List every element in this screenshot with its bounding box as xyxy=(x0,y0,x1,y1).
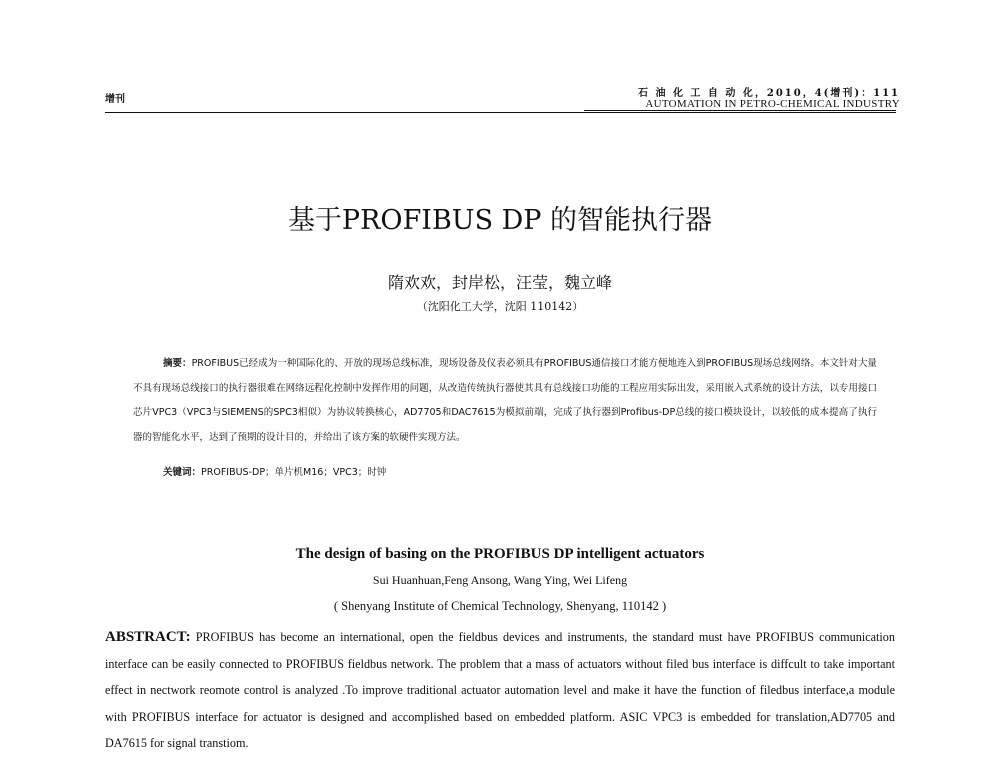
paper-title-en: The design of basing on the PROFIBUS DP intelligent actuators xyxy=(295,546,705,562)
header-supplement-label: 增刊 xyxy=(105,94,125,105)
keywords-label-cn: 关键词： xyxy=(163,467,202,478)
keywords-cn xyxy=(163,464,386,478)
keywords-text-cn: PROFIBUS-DP；单片机M16；VPC3；时钟 xyxy=(201,467,387,478)
authors-cn: 隋欢欢，封岸松，汪莹，魏立峰 xyxy=(387,273,612,292)
header-rule xyxy=(105,112,896,113)
journal-title-en: AUTOMATION IN PETRO-CHEMICAL INDUSTRY xyxy=(645,98,900,110)
journal-title-cn: 石 油 化 工 自 动 化，2010，4(增刊)：111 xyxy=(637,88,900,99)
abstract-cn xyxy=(133,352,877,450)
abstract-label-cn: 摘要： xyxy=(163,358,192,369)
abstract-label-en: ABSTRACT: xyxy=(105,629,191,645)
paper-title-cn: 基于PROFIBUS DP 的智能执行器 xyxy=(287,205,713,236)
abstract-text-cn: PROFIBUS已经成为一种国际化的、开放的现场总线标准，现场设备及仪表必须具有PROFIBUS通信接口才能方便地连入到PROFIBUS现场总线网络。本文针对大量不具有现场总线接口的执行器很难在网络远程化控制中发挥作用的问题，从改造传统执行器使其具有总线接口功能的工程应用实际出发，采用嵌入式系统的设计方法，以专用接口芯片VPC3（VPC3与SIEMENS的SPC3相似）为协议转换核心，AD7705和DAC7615为模拟前端，完成了执行器到Profibus-DP总线的接口模块设计，以较低的成本提高了执行器的智能化水平，达到了预期的设计目的，并给出了该方案的软硬件实现方法。 xyxy=(133,358,877,443)
affiliation-cn: （沈阳化工大学，沈阳 110142） xyxy=(416,300,584,313)
abstract-text-en: PROFIBUS has become an international, open the fieldbus devices and instruments, the standard must have PROFIBUS communication interface can be easily connected to PROFIBUS fieldbus network. The problem that a mass of actuators without filed bus interface is diffcult to take important effect in nectwork reomote control is analyzed .To improve traditional actuator automation level and make it have the function of filedbus interface,a module with PROFIBUS interface for actuator is designed and accomplished based on embedded platform. ASIC VPC3 is embedded for translation,AD7705 and DA7615 for signal transtiom. xyxy=(105,630,895,750)
abstract-en xyxy=(105,624,895,757)
affiliation-en: ( Shenyang Institute of Chemical Technology, Shenyang, 110142 ) xyxy=(333,599,667,613)
journal-underline xyxy=(584,110,896,111)
authors-en: Sui Huanhuan,Feng Ansong, Wang Ying, Wei Lifeng xyxy=(372,573,628,587)
